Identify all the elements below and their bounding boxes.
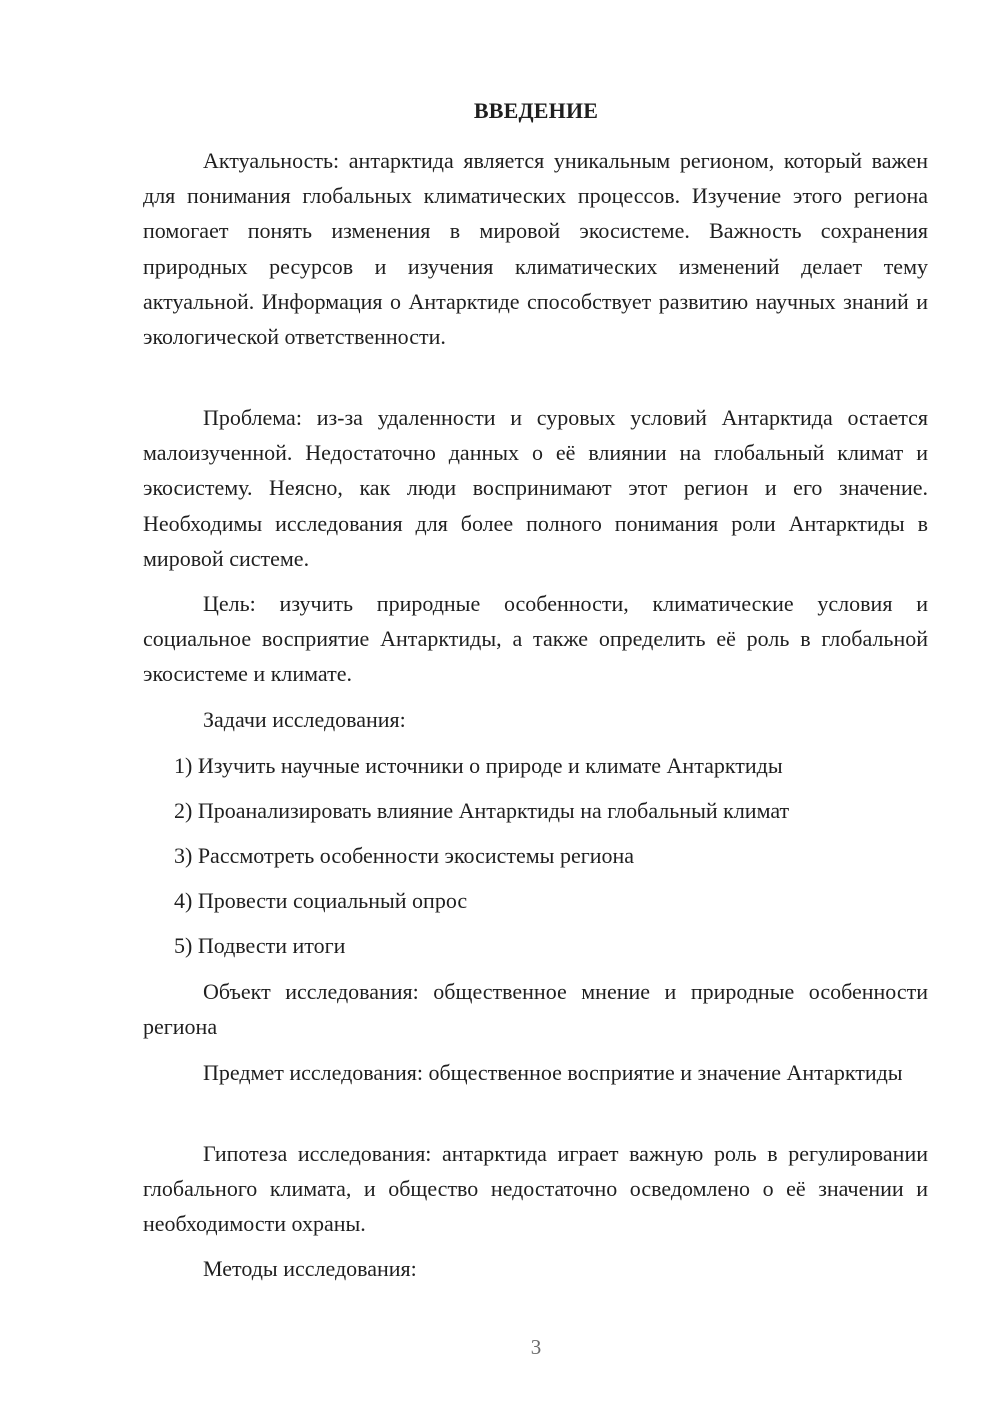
subject-paragraph: Предмет исследования: общественное восприятие и значение Антарктиды	[203, 1060, 903, 1085]
object-paragraph: Объект исследования: общественное мнение и природные особенности региона	[143, 979, 928, 1040]
task-item-2: 2) Проанализировать влияние Антарктиды на глобальный климат	[174, 798, 790, 823]
problem-paragraph: Проблема: из-за удаленности и суровых условий Антарктида остается малоизученной. Недостаточно данных о её влиянии на глобальный климат и экосистему. Неясно, как люди воспринимают этот регион и его значение. Необходимы исследования для более полного понимания роли Антарктиды в мировой системе.	[143, 405, 928, 571]
relevance-paragraph: Актуальность: антарктида является уникальным регионом, который важен для понимания глобальных климатических процессов. Изучение этого региона помогает понять изменения в мировой экосистеме. Важность сохранения природных ресурсов и изучения климатических изменений делает тему актуальной. Информация о Антарктиде способствует развитию научных знаний и экологической ответственности.	[143, 148, 928, 350]
task-item-5: 5) Подвести итоги	[174, 933, 346, 958]
page-number: 3	[530, 1335, 542, 1359]
goal-paragraph: Цель: изучить природные особенности, климатические условия и социальное восприятие Антарктиды, а также определить её роль в глобальной экосистеме и климате.	[143, 591, 928, 687]
tasks-heading: Задачи исследования:	[203, 707, 406, 732]
hypothesis-paragraph: Гипотеза исследования: антарктида играет важную роль в регулировании глобального климата, и общество недостаточно осведомлено о её значении и необходимости охраны.	[143, 1141, 928, 1237]
methods-heading: Методы исследования:	[203, 1256, 417, 1281]
task-item-4: 4) Провести социальный опрос	[174, 888, 468, 913]
section-title: ВВЕДЕНИЕ	[473, 98, 599, 123]
task-item-1: 1) Изучить научные источники о природе и климате Антарктиды	[174, 753, 783, 778]
task-item-3: 3) Рассмотреть особенности экосистемы региона	[174, 843, 635, 868]
